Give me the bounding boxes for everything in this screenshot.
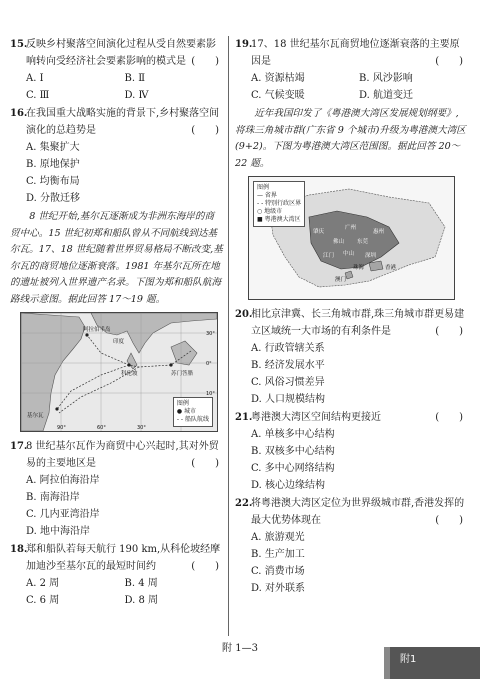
appendix-tab: 附1 xyxy=(384,647,480,679)
question-number: 19. xyxy=(235,39,253,50)
answer-blank: ( ) xyxy=(191,56,219,67)
passage-kilwa: 8 世纪开始,基尔瓦逐渐成为非洲东海岸的商贸中心。15 世纪初郑和船队曾从不同航线到达基尔瓦。17、18 世纪随着世界贸易格局不断改变,基尔瓦的商贸地位逐渐衰落。1981 年基尔瓦所在地的遗址被列入世界遗产名录。下图为郑和船队航海路线示意图。据此回答 17～19 题。 xyxy=(10,211,223,305)
option-a: A. 行政管辖关系 xyxy=(251,343,325,354)
svg-text:90°: 90° xyxy=(57,425,66,431)
city-guangzhou: 广州 xyxy=(345,225,357,231)
label-kilwa: 基尔瓦 xyxy=(27,413,44,419)
city-jiangmen: 江门 xyxy=(323,253,335,259)
question-17 xyxy=(10,438,223,540)
answer-blank: ( ) xyxy=(191,458,219,469)
option-c: C. 6 周 xyxy=(26,595,60,606)
question-22 xyxy=(235,495,467,597)
question-stem: 8 世纪基尔瓦作为商贸中心兴起时,其对外贸易的主要地区是 xyxy=(26,441,219,469)
question-stem: 相比京津冀、长三角城市群,珠三角城市群更易建立区域统一大市场的有利条件是 xyxy=(251,309,465,337)
question-number: 21. xyxy=(235,412,253,423)
option-b: B. 南海沿岸 xyxy=(26,492,80,503)
option-c: C. 气候变暖 xyxy=(251,90,305,101)
city-dongguan: 东莞 xyxy=(357,239,369,245)
question-number: 17. xyxy=(10,441,28,452)
option-d: D. 8 周 xyxy=(124,595,159,606)
question-number: 20. xyxy=(235,309,253,320)
answer-blank: ( ) xyxy=(191,125,219,136)
option-a: A. Ⅰ xyxy=(26,73,44,84)
option-b: B. Ⅱ xyxy=(124,73,146,84)
svg-text:0°: 0° xyxy=(206,361,212,367)
svg-text:60°: 60° xyxy=(97,425,106,431)
option-b: B. 4 周 xyxy=(124,578,158,589)
question-number: 22. xyxy=(235,498,253,509)
route-map-legend: 图例 ● 城市 - - 船队航线 xyxy=(173,397,213,427)
legend-title: 图例 xyxy=(176,400,189,407)
city-zhongshan: 中山 xyxy=(343,251,355,257)
question-number: 16. xyxy=(10,108,28,119)
option-a: A. 旅游观光 xyxy=(251,532,305,543)
question-number: 18. xyxy=(10,544,28,555)
option-b: B. 原地保护 xyxy=(26,159,80,170)
answer-blank: ( ) xyxy=(435,56,463,67)
svg-text:10°: 10° xyxy=(206,391,215,397)
question-15 xyxy=(10,36,223,104)
option-c: C. 多中心网络结构 xyxy=(251,463,335,474)
question-stem: 郑和船队若每天航行 190 km,从科伦坡经摩加迪沙至基尔瓦的最短时间约 xyxy=(26,544,221,572)
question-20 xyxy=(235,306,467,408)
option-b: B. 风沙影响 xyxy=(359,73,413,84)
question-stem: 在我国重大战略实施的背景下,乡村聚落空间演化的总趋势是 xyxy=(26,108,220,136)
option-c: C. 消费市场 xyxy=(251,566,305,577)
question-19 xyxy=(235,36,467,104)
answer-blank: ( ) xyxy=(435,412,463,423)
city-huizhou: 惠州 xyxy=(373,229,385,235)
option-d: D. 航道变迁 xyxy=(359,90,414,101)
answer-blank: ( ) xyxy=(435,515,463,526)
answer-blank: ( ) xyxy=(191,561,219,572)
option-b: B. 经济发展水平 xyxy=(251,360,325,371)
label-colombo: 科伦坡 xyxy=(121,371,138,377)
gba-map-legend: 图例 — 省界 - - 特别行政区界 ○ 地级市 ■ 粤港澳大湾区 xyxy=(253,181,305,227)
label-arabia: 阿拉伯半岛 xyxy=(83,327,111,333)
label-sumatra: 苏门答腊 xyxy=(171,371,194,377)
city-shenzhen: 深圳 xyxy=(365,253,377,259)
question-16 xyxy=(10,105,223,207)
city-zhuhai: 珠海 xyxy=(353,265,365,271)
column-divider xyxy=(228,36,229,636)
question-18 xyxy=(10,541,223,609)
option-b: B. 生产加工 xyxy=(251,549,305,560)
option-a: A. 单核多中心结构 xyxy=(251,429,335,440)
question-number: 15. xyxy=(10,39,28,50)
page-number: 附 1—3 xyxy=(222,643,258,654)
option-d: D. 对外联系 xyxy=(251,583,306,594)
svg-text:30°: 30° xyxy=(137,425,146,431)
option-a: A. 资源枯竭 xyxy=(251,73,305,84)
option-c: C. 风俗习惯差异 xyxy=(251,377,325,388)
option-b: B. 双核多中心结构 xyxy=(251,446,335,457)
option-d: D. 人口规模结构 xyxy=(251,394,326,405)
zhenghe-route-map xyxy=(20,312,218,432)
option-c: C. 均衡布局 xyxy=(26,176,80,187)
label-india: 印度 xyxy=(113,339,125,345)
svg-text:30°: 30° xyxy=(206,331,215,337)
city-hongkong: 香港 xyxy=(385,265,397,271)
passage-gba: 近年我国印发了《粤港澳大湾区发展规划纲要》,将珠三角城市群(广东省 9 个城市)升级为粤港澳大湾区(9+2)。下图为粤港澳大湾区范围图。据此回答 20～22 题。 xyxy=(235,108,466,169)
city-macau: 澳门 xyxy=(335,277,347,283)
question-stem: 将粤港澳大湾区定位为世界级城市群,香港发挥的最大优势体现在 xyxy=(251,498,465,526)
option-d: D. Ⅳ xyxy=(124,90,149,101)
question-stem: 17、18 世纪基尔瓦商贸地位逐渐衰落的主要原因是 xyxy=(251,39,460,67)
option-a: A. 集聚扩大 xyxy=(26,142,80,153)
answer-blank: ( ) xyxy=(435,326,463,337)
option-d: D. 核心边缘结构 xyxy=(251,480,326,491)
option-c: C. 几内亚湾沿岸 xyxy=(26,509,100,520)
left-column xyxy=(10,36,223,610)
question-21 xyxy=(235,409,467,494)
option-c: C. Ⅲ xyxy=(26,90,50,101)
city-foshan: 佛山 xyxy=(333,239,345,245)
option-d: D. 分散迁移 xyxy=(26,193,81,204)
question-stem: 粤港澳大湾区空间结构更接近 xyxy=(251,412,381,423)
option-a: A. 2 周 xyxy=(26,578,60,589)
gba-map xyxy=(248,176,455,300)
city-zhaoqing: 肇庆 xyxy=(313,229,325,235)
legend-title: 图例 xyxy=(257,184,270,191)
option-d: D. 地中海沿岸 xyxy=(26,526,91,537)
question-stem: 反映乡村聚落空间演化过程从受自然要素影响转向受经济社会要素影响的模式是 xyxy=(26,39,216,67)
option-a: A. 阿拉伯海沿岸 xyxy=(26,475,100,486)
right-column xyxy=(235,36,467,598)
